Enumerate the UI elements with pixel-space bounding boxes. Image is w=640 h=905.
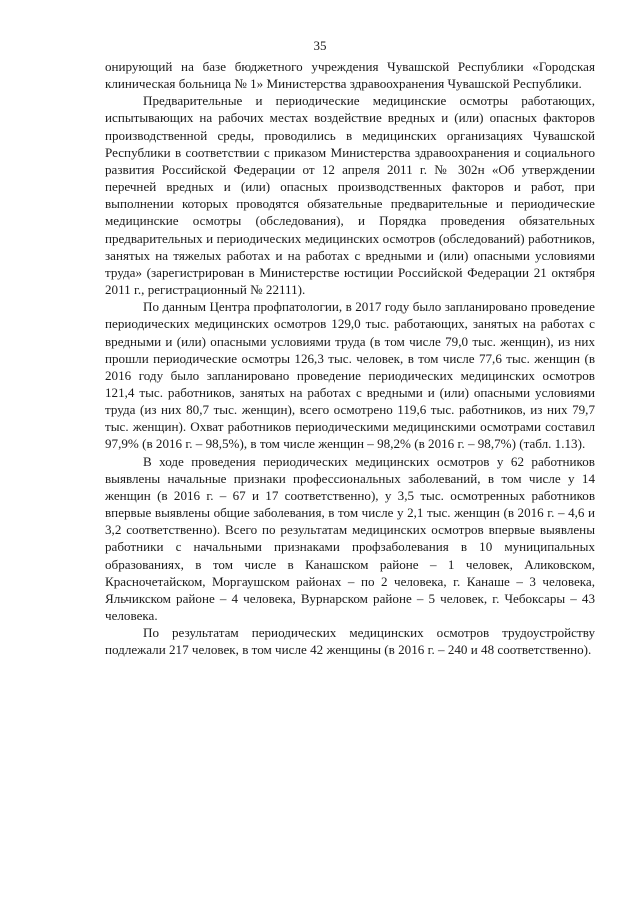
document-body bbox=[105, 58, 595, 658]
paragraph-exam-results: В ходе проведения периодических медицинских осмотров у 62 работников выявлены начальные признаки профессиональных заболеваний, в том числе у 14 женщин (в 2016 г. – 67 и 17 соответственно), у 3,5 тыс. осмотренных работников впервые выявлены общие заболевания, в том числе у 2,1 тыс. женщин (в 2016 г. – 4,6 и 3,2 соответственно). Всего по результатам медицинских осмотров впервые выявлены работники с начальными признаками профзаболевания в 10 муниципальных образованиях, в том числе в Канашском районе – 1 человек, Аликовском, Красночетайском, Моргаушском районах – по 2 человека, г. Канаше – 3 человека, Яльчикском районе – 4 человека, Вурнарском районе – 5 человек, г. Чебоксары – 43 человека. bbox=[105, 453, 595, 623]
paragraph-medical-exams-order: Предварительные и периодические медицинские осмотры работающих, испытывающих на рабочих местах воздействие вредных и (или) опасных факторов производственной среды, проводились в медицинских организациях Чувашской Республики в соответствии с приказом Министерства здравоохранения и социального развития Российской Федерации от 12 апреля 2011 г. № 302н «Об утверждении перечней вредных и (или) опасных производственных факторов и работ, при выполнении которых проводятся обязательные предварительные и периодические медицинские осмотры (обследования), и Порядка проведения обязательных предварительных и периодических медицинских осмотров (обследований) работников, занятых на тяжелых работах и на работах с вредными и (или) опасными условиями труда» (зарегистрирован в Министерстве юстиции Российской Федерации 21 октября 2011 г., регистрационный № 22111). bbox=[105, 93, 595, 298]
paragraph-continuation: онирующий на базе бюджетного учреждения Чувашской Республики «Городская клиническая больница № 1» Министерства здравоохранения Чувашской Республики. bbox=[105, 59, 595, 92]
paragraph-employment: По результатам периодических медицинских осмотров трудоустройству подлежали 217 человек, в том числе 42 женщины (в 2016 г. – 240 и 48 соответственно). bbox=[105, 625, 595, 658]
paragraph-profpathology-data: По данным Центра профпатологии, в 2017 году было запланировано проведение периодических медицинских осмотров 129,0 тыс. работающих, занятых на работах с вредными и (или) опасными условиями труда (в том числе 79,0 тыс. женщин), из них прошли периодические осмотры 126,3 тыс. человек, в том числе 77,6 тыс. женщин (в 2016 году было запланировано проведение периодических медицинских осмотров 121,4 тыс. работников, занятых на работах с вредными и (или) опасными условиями труда (из них 80,7 тыс. женщин), всего осмотрено 119,6 тыс. работников, из них 79,7 тыс. женщин). Охват работников периодическими медицинскими осмотрами составил 97,9% (в 2016 г. – 98,5%), в том числе женщин – 98,2% (в 2016 г. – 98,7%) (табл. 1.13). bbox=[105, 299, 595, 452]
page-number: 35 bbox=[313, 38, 327, 53]
